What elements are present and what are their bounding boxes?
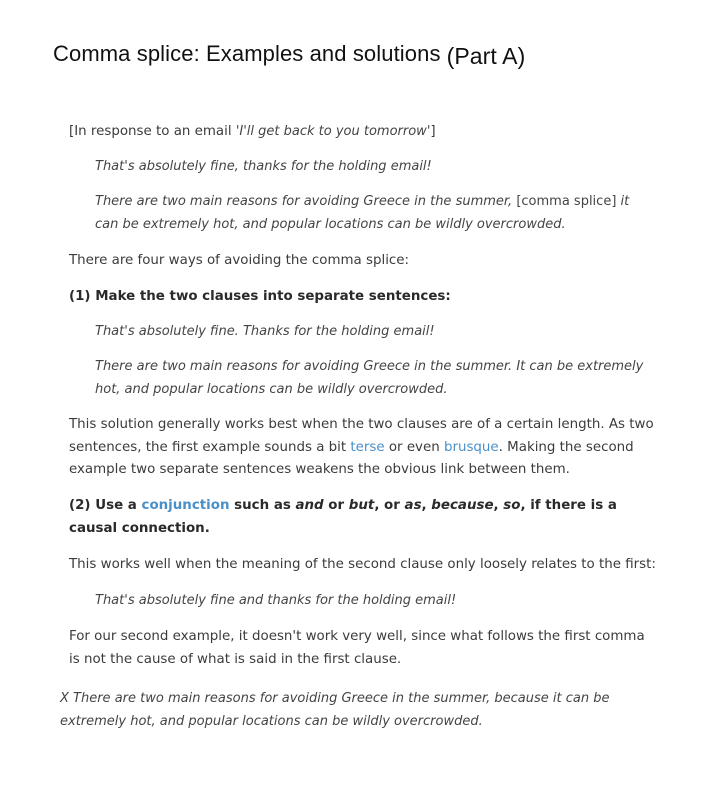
example3-wrong: X There are two main reasons for avoiding Greece in the summer, because it can be extremely hot, and popular locations can be wildly overcrowded. bbox=[60, 691, 610, 729]
context-line bbox=[69, 121, 436, 144]
word-so: so bbox=[503, 498, 521, 513]
example1-holding: That's absolutely fine, thanks for the holding email! bbox=[95, 159, 432, 174]
example3-holding: That's absolutely fine and thanks for the holding email! bbox=[95, 593, 457, 608]
solution1-part1: This solution generally works best when the two clauses are of a certain length. As two sentences, the first example sounds a bit bbox=[69, 417, 654, 455]
comma-splice-marker: [comma splice] bbox=[512, 194, 621, 209]
heading2-part7: , if there is a causal connection. bbox=[69, 498, 617, 536]
terse-link[interactable]: terse bbox=[350, 439, 385, 455]
heading-solution-1: (1) Make the two clauses into separate sentences: bbox=[69, 289, 451, 304]
example2-holding: That's absolutely fine. Thanks for the holding email! bbox=[95, 324, 435, 339]
word-and: and bbox=[295, 498, 324, 513]
example1-greece-after: it can be extremely hot, and popular locations can be wildly overcrowded. bbox=[95, 194, 630, 232]
context-quote: 'I'll get back to you tomorrow' bbox=[235, 124, 431, 139]
page-title bbox=[53, 40, 525, 67]
context-prefix: [In response to an email bbox=[69, 124, 236, 139]
solution1-part2: or even bbox=[384, 439, 444, 455]
heading-solution-2 bbox=[69, 495, 629, 540]
heading2-part6: , bbox=[493, 498, 504, 513]
heading2-part4: , or bbox=[374, 498, 405, 513]
page-title-text: Comma splice: Examples and solutions bbox=[53, 41, 441, 66]
page-title-part: (Part A) bbox=[446, 43, 526, 69]
context-suffix: ] bbox=[430, 124, 436, 139]
heading2-part2: such as bbox=[229, 498, 296, 513]
conjunction-link[interactable]: conjunction bbox=[141, 498, 230, 513]
example2-greece: There are two main reasons for avoiding Greece in the summer. It can be extremely hot, and popular locations can be wildly overcrowded. bbox=[95, 359, 644, 397]
heading2-part1: (2) Use a bbox=[69, 498, 142, 513]
solution2-note: For our second example, it doesn't work very well, since what follows the first comma is not the cause of what is said in the first clause. bbox=[69, 629, 645, 667]
heading2-part5: , bbox=[421, 498, 432, 513]
example1-greece bbox=[95, 191, 655, 236]
heading2-part3: or bbox=[323, 498, 349, 513]
word-because: because bbox=[431, 498, 494, 513]
solution2-explanation: This works well when the meaning of the second clause only loosely relates to the first: bbox=[69, 557, 656, 572]
example1-greece-before: There are two main reasons for avoiding Greece in the summer, bbox=[95, 194, 513, 209]
brusque-link[interactable]: brusque bbox=[443, 439, 499, 455]
intro-text: There are four ways of avoiding the comma splice: bbox=[69, 253, 410, 268]
word-as: as bbox=[404, 498, 422, 513]
solution1-explanation bbox=[69, 414, 669, 482]
solution1-part3: . Making the second example two separate sentences weakens the obvious link between them. bbox=[69, 439, 634, 477]
word-but: but bbox=[348, 498, 375, 513]
